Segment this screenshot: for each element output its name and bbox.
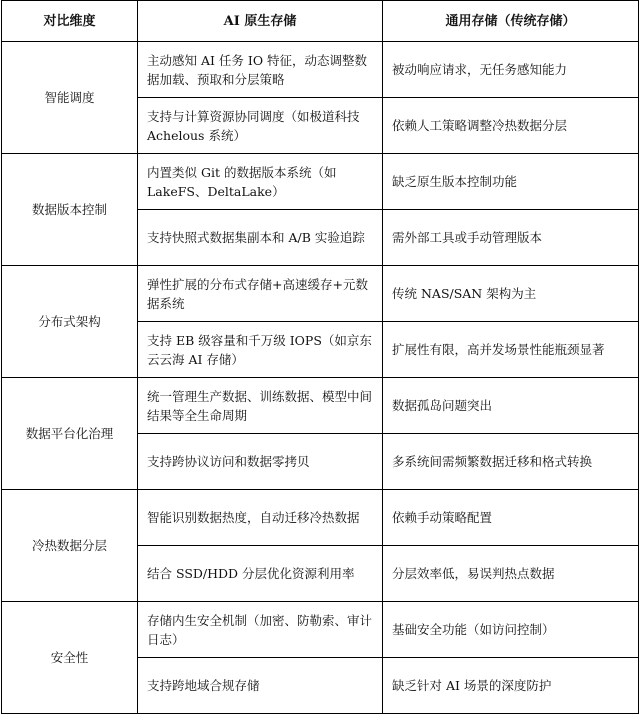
general-cell: 需外部工具或手动管理版本: [383, 210, 639, 266]
general-cell: 数据孤岛问题突出: [383, 378, 639, 434]
general-cell: 被动响应请求，无任务感知能力: [383, 42, 639, 98]
dimension-cell: 分布式架构: [2, 266, 138, 378]
ai-native-cell: 结合 SSD/HDD 分层优化资源利用率: [138, 546, 383, 602]
general-cell: 传统 NAS/SAN 架构为主: [383, 266, 639, 322]
ai-native-cell: 存储内生安全机制（加密、防勒索、审计日志）: [138, 602, 383, 658]
ai-native-cell: 支持 EB 级容量和千万级 IOPS（如京东云云海 AI 存储）: [138, 322, 383, 378]
ai-native-cell: 智能识别数据热度，自动迁移冷热数据: [138, 490, 383, 546]
ai-native-cell: 支持快照式数据集副本和 A/B 实验追踪: [138, 210, 383, 266]
table-row: [2, 154, 639, 210]
table-row: [2, 378, 639, 434]
dimension-cell: 安全性: [2, 602, 138, 714]
ai-native-cell: 支持与计算资源协同调度（如极道科技 Achelous 系统）: [138, 98, 383, 154]
ai-native-cell: 统一管理生产数据、训练数据、模型中间结果等全生命周期: [138, 378, 383, 434]
general-cell: 分层效率低，易误判热点数据: [383, 546, 639, 602]
dimension-cell: 冷热数据分层: [2, 490, 138, 602]
header-general: 通用存储（传统存储）: [383, 1, 639, 42]
dimension-cell: 数据平台化治理: [2, 378, 138, 490]
general-cell: 多系统间需频繁数据迁移和格式转换: [383, 434, 639, 490]
ai-native-cell: 支持跨地域合规存储: [138, 658, 383, 714]
general-cell: 基础安全功能（如访问控制）: [383, 602, 639, 658]
table-row: [2, 42, 639, 98]
general-cell: 缺乏针对 AI 场景的深度防护: [383, 658, 639, 714]
general-cell: 扩展性有限，高并发场景性能瓶颈显著: [383, 322, 639, 378]
table-row: [2, 490, 639, 546]
ai-native-cell: 内置类似 Git 的数据版本系统（如 LakeFS、DeltaLake）: [138, 154, 383, 210]
general-cell: 依赖人工策略调整冷热数据分层: [383, 98, 639, 154]
table-row: [2, 602, 639, 658]
header-dimension: 对比维度: [2, 1, 138, 42]
ai-native-cell: 主动感知 AI 任务 IO 特征，动态调整数据加载、预取和分层策略: [138, 42, 383, 98]
general-cell: 依赖手动策略配置: [383, 490, 639, 546]
dimension-cell: 数据版本控制: [2, 154, 138, 266]
header-row: [2, 1, 639, 42]
general-cell: 缺乏原生版本控制功能: [383, 154, 639, 210]
comparison-table: [1, 0, 639, 714]
ai-native-cell: 弹性扩展的分布式存储+高速缓存+元数据系统: [138, 266, 383, 322]
table-row: [2, 266, 639, 322]
ai-native-cell: 支持跨协议访问和数据零拷贝: [138, 434, 383, 490]
header-ai-native: AI 原生存储: [138, 1, 383, 42]
dimension-cell: 智能调度: [2, 42, 138, 154]
